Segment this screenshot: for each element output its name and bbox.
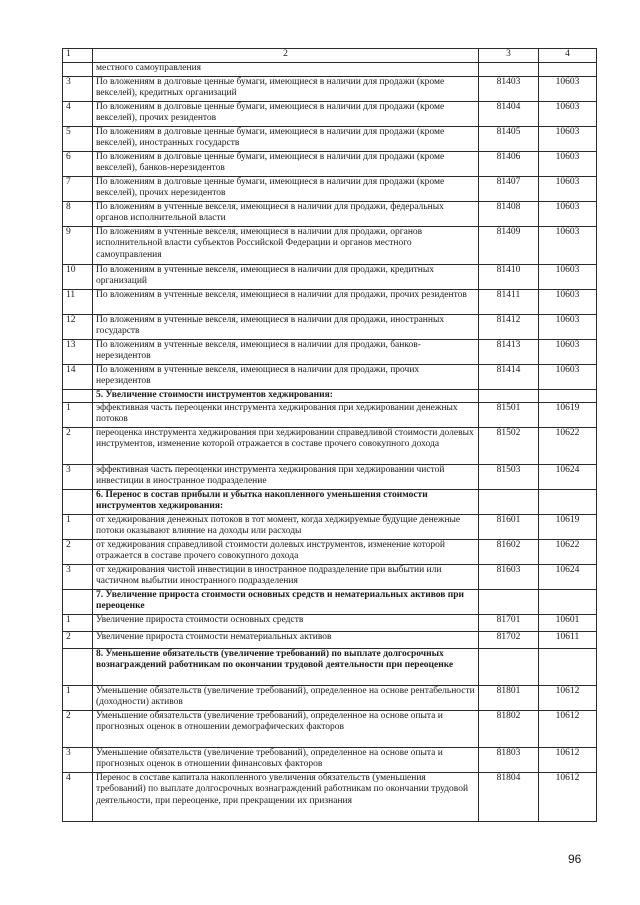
account-number-cell [539,649,597,686]
symbol-code-cell: 81409 [479,227,539,265]
account-number-cell: 10612 [539,686,597,711]
row-number-cell: 14 [63,365,93,390]
description-cell: Перенос в составе капитала накопленного увеличения обязательств (уменьшения требований) по выплате долгосрочных вознаграждений работникам по окончании трудовой деятельности, при переоценке, при прекращении их признания [93,773,479,822]
symbol-code-cell: 81701 [479,615,539,632]
symbol-code-cell: 81501 [479,403,539,428]
symbol-code-cell: 81603 [479,565,539,590]
account-number-cell: 10622 [539,428,597,465]
account-number-cell: 10624 [539,465,597,490]
table-row [63,403,597,428]
description-cell: По вложениям в долговые ценные бумаги, имеющиеся в наличии для продажи (кроме векселей), прочих резидентов [93,102,479,127]
account-number-cell: 10601 [539,615,597,632]
row-number-cell: 3 [63,565,93,590]
symbol-code-cell: 81408 [479,202,539,227]
table-row [63,748,597,773]
header-col-4: 4 [539,49,597,63]
symbol-code-cell [479,390,539,403]
row-number-cell: 7 [63,177,93,202]
symbol-code-cell: 81407 [479,177,539,202]
row-number-cell: 4 [63,102,93,127]
table-row [63,540,597,565]
account-number-cell: 10612 [539,773,597,822]
table-row [63,773,597,822]
symbol-code-cell: 81801 [479,686,539,711]
description-cell: Уменьшение обязательств (увеличение требований), определенное на основе опыта и прогнозных оценок в отношении демографических факторов [93,711,479,748]
description-cell: от хеджирования денежных потоков в тот момент, когда хеджируемые будущие денежные потоки оказывают влияние на доходы или расходы [93,515,479,540]
row-number-cell: 3 [63,465,93,490]
table-row [63,177,597,202]
symbol-code-cell: 81702 [479,632,539,649]
account-number-cell: 10603 [539,365,597,390]
row-number-cell: 5 [63,127,93,152]
row-number-cell: 1 [63,615,93,632]
description-cell: По вложениям в учтенные векселя, имеющиеся в наличии для продажи, органов исполнительной власти субъектов Российской Федерации и органов местного самоуправления [93,227,479,265]
description-cell: По вложениям в учтенные векселя, имеющиеся в наличии для продажи, прочих нерезидентов [93,365,479,390]
symbol-code-cell: 81406 [479,152,539,177]
table-row [63,515,597,540]
table-row [63,202,597,227]
symbol-code-cell: 81802 [479,711,539,748]
account-number-cell: 10603 [539,265,597,290]
row-number-cell: 1 [63,403,93,428]
section-heading-row [63,649,597,686]
section-heading-row [63,590,597,615]
symbol-code-cell: 81413 [479,340,539,365]
description-cell: Увеличение прироста стоимости основных средств [93,615,479,632]
description-cell: По вложениям в учтенные векселя, имеющиеся в наличии для продажи, иностранных государств [93,315,479,340]
description-cell: По вложениям в долговые ценные бумаги, имеющиеся в наличии для продажи (кроме векселей), кредитных организаций [93,77,479,102]
symbol-code-cell: 81502 [479,428,539,465]
description-cell: от хеджирования чистой инвестиции в иностранное подразделение при выбытии или частичном выбытии иностранного подразделения [93,565,479,590]
row-number-cell: 2 [63,632,93,649]
symbol-code-cell: 81405 [479,127,539,152]
table-row [63,365,597,390]
table-row [63,428,597,465]
section-heading-cell: 7. Увеличение прироста стоимости основных средств и нематериальных активов при переоценке [93,590,479,615]
account-number-cell: 10619 [539,403,597,428]
description-cell: По вложениям в учтенные векселя, имеющиеся в наличии для продажи, федеральных органов исполнительной власти [93,202,479,227]
row-number-cell: 3 [63,748,93,773]
account-number-cell: 10603 [539,127,597,152]
table-row [63,315,597,340]
header-row [63,49,597,63]
symbol-code-cell: 81414 [479,365,539,390]
table-row [63,77,597,102]
account-number-cell: 10603 [539,177,597,202]
description-cell: По вложениям в учтенные векселя, имеющиеся в наличии для продажи, кредитных организаций [93,265,479,290]
row-number-cell: 10 [63,265,93,290]
symbol-code-cell: 81404 [479,102,539,127]
row-number-cell [63,490,93,515]
table-row [63,615,597,632]
account-number-cell: 10612 [539,711,597,748]
row-number-cell: 12 [63,315,93,340]
table-row [63,565,597,590]
row-number-cell: 11 [63,290,93,315]
account-number-cell: 10603 [539,102,597,127]
section-heading-cell: 8. Уменьшение обязательств (увеличение требований) по выплате долгосрочных вознаграждений работникам по окончании трудовой деятельности при переоценке [93,649,479,686]
header-col-2: 2 [93,49,479,63]
table-row [63,227,597,265]
description-cell: Увеличение прироста стоимости нематериальных активов [93,632,479,649]
symbol-code-cell: 81602 [479,540,539,565]
symbol-code-cell [479,649,539,686]
account-number-cell [539,590,597,615]
symbol-code-cell [479,490,539,515]
table-row [63,686,597,711]
table-row [63,465,597,490]
description-cell: эффективная часть переоценки инструмента хеджирования при хеджировании денежных потоков [93,403,479,428]
account-number-cell: 10619 [539,515,597,540]
description-cell: Уменьшение обязательств (увеличение требований), определенное на основе рентабельности (доходности) активов [93,686,479,711]
section-heading-cell: 5. Увеличение стоимости инструментов хеджирования: [93,390,479,403]
symbol-code-cell [479,590,539,615]
symbol-code-cell: 81412 [479,315,539,340]
description-cell: эффективная часть переоценки инструмента хеджирования при хеджировании чистой инвестиции в иностранное подразделение [93,465,479,490]
description-cell: По вложениям в учтенные векселя, имеющиеся в наличии для продажи, прочих резидентов [93,290,479,315]
row-number-cell [63,649,93,686]
row-number-cell: 1 [63,515,93,540]
symbol-code-cell: 81503 [479,465,539,490]
section-heading-row [63,490,597,515]
table-row [63,290,597,315]
row-number-cell [63,63,93,77]
section-heading-cell: 6. Перенос в состав прибыли и убытка накопленного уменьшения стоимости инструментов хеджирования: [93,490,479,515]
row-number-cell: 2 [63,540,93,565]
description-cell: Уменьшение обязательств (увеличение требований), определенное на основе опыта и прогнозных оценок в отношении финансовых факторов [93,748,479,773]
row-number-cell: 8 [63,202,93,227]
header-col-1: 1 [63,49,93,63]
row-number-cell: 3 [63,77,93,102]
description-cell: По вложениям в долговые ценные бумаги, имеющиеся в наличии для продажи (кроме векселей), прочих нерезидентов [93,177,479,202]
row-number-cell: 4 [63,773,93,822]
table-row [63,265,597,290]
account-number-cell: 10603 [539,315,597,340]
row-number-cell: 9 [63,227,93,265]
account-number-cell: 10603 [539,152,597,177]
row-number-cell: 2 [63,711,93,748]
header-col-3: 3 [479,49,539,63]
symbol-code-cell: 81804 [479,773,539,822]
symbol-code-cell [479,63,539,77]
row-number-cell: 13 [63,340,93,365]
row-number-cell [63,590,93,615]
section-heading-row [63,390,597,403]
table-row [63,152,597,177]
account-number-cell [539,490,597,515]
symbol-code-cell: 81411 [479,290,539,315]
row-number-cell [63,390,93,403]
symbol-code-cell: 81410 [479,265,539,290]
account-number-cell: 10603 [539,202,597,227]
description-cell: от хеджирования справедливой стоимости долевых инструментов, изменение которой отражается в составе прочего совокупного дохода [93,540,479,565]
row-number-cell: 6 [63,152,93,177]
table-row [63,711,597,748]
row-number-cell: 1 [63,686,93,711]
account-number-cell: 10603 [539,290,597,315]
table-row [63,127,597,152]
account-number-cell: 10622 [539,540,597,565]
page-number: 96 [568,852,582,866]
table-row [63,340,597,365]
symbol-code-cell: 81403 [479,77,539,102]
description-cell: местного самоуправления [93,63,479,77]
row-number-cell: 2 [63,428,93,465]
account-number-cell: 10603 [539,340,597,365]
account-number-cell: 10603 [539,77,597,102]
account-number-cell [539,390,597,403]
accounts-table [62,48,597,822]
table-row [63,102,597,127]
table-row [63,63,597,77]
description-cell: По вложениям в долговые ценные бумаги, имеющиеся в наличии для продажи (кроме векселей), банков-нерезидентов [93,152,479,177]
description-cell: По вложениям в долговые ценные бумаги, имеющиеся в наличии для продажи (кроме векселей), иностранных государств [93,127,479,152]
account-number-cell [539,63,597,77]
description-cell: переоценка инструмента хеджирования при хеджировании справедливой стоимости долевых инструментов, изменение которой отражается в составе прочего совокупного дохода [93,428,479,465]
description-cell: По вложениям в учтенные векселя, имеющиеся в наличии для продажи, банков-нерезидентов [93,340,479,365]
account-number-cell: 10612 [539,748,597,773]
symbol-code-cell: 81803 [479,748,539,773]
account-number-cell: 10603 [539,227,597,265]
account-number-cell: 10624 [539,565,597,590]
symbol-code-cell: 81601 [479,515,539,540]
account-number-cell: 10611 [539,632,597,649]
table-row [63,632,597,649]
